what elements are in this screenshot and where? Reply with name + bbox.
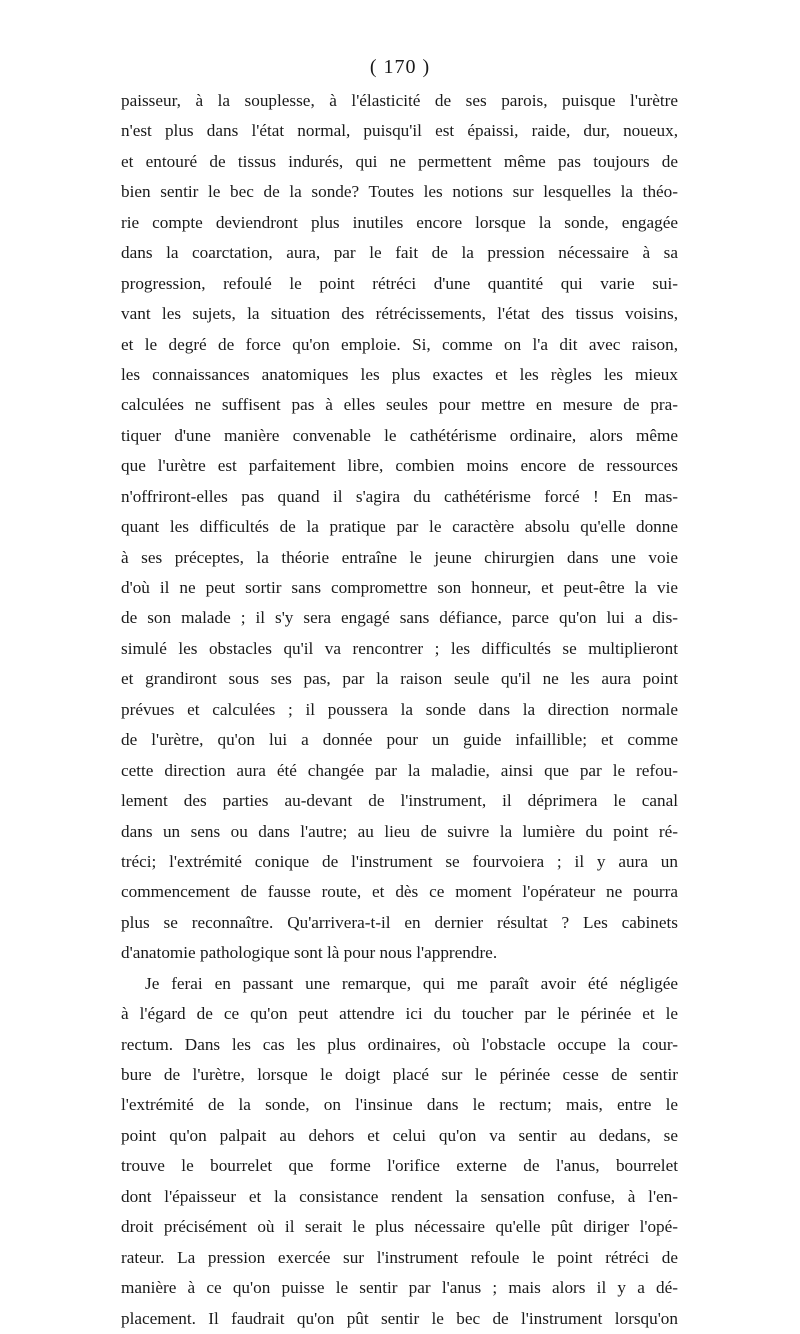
text-line: dont l'épaisseur et la consistance rendent la sensation confuse, à l'en- [121, 1186, 678, 1206]
text-line: Je ferai en passant une remarque, qui me paraît avoir été négligée [145, 973, 678, 993]
text-line: commencement de fausse route, et dès ce moment l'opérateur ne pourra [121, 882, 678, 902]
text-line: d'où il ne peut sortir sans compromettre son honneur, et peut-être la vie [121, 578, 678, 597]
text-line: n'est plus dans l'état normal, puisqu'il est épaissi, raide, dur, noueux, [121, 121, 678, 141]
text-line: bien sentir le bec de la sonde? Toutes les notions sur lesquelles la théo- [121, 182, 678, 202]
text-line: d'anatomie pathologique sont là pour nous l'apprendre. [121, 943, 498, 963]
text-line: paisseur, à la souplesse, à l'élasticité de ses parois, puisque l'urètre [121, 91, 678, 110]
paragraph-2 [121, 969, 678, 1334]
text-line: les connaissances anatomiques les plus exactes et les règles les mieux [121, 364, 678, 384]
text-line: simulé les obstacles qu'il va rencontrer ; les difficultés se multiplieront [121, 638, 678, 658]
text-line: plus se reconnaître. Qu'arrivera-t-il en dernier résultat ? Les cabinets [121, 912, 678, 932]
page-number: ( 170 ) [369, 56, 431, 78]
text-line: calculées ne suffisent pas à elles seules pour mettre en mesure de pra- [121, 395, 678, 415]
text-line: et entouré de tissus indurés, qui ne permettent même pas toujours de [121, 151, 678, 171]
text-line: et grandiront sous ses pas, par la raison seule qu'il ne les aura point [121, 669, 678, 689]
text-line: rectum. Dans les cas les plus ordinaires, où l'obstacle occupe la cour- [121, 1034, 678, 1054]
text-line: de son malade ; il s'y sera engagé sans défiance, parce qu'on lui a dis- [121, 608, 678, 628]
text-line: n'offriront-elles pas quand il s'agira du cathétérisme forcé ! En mas- [121, 486, 678, 506]
text-line: à ses préceptes, la théorie entraîne le jeune chirurgien dans une voie [121, 547, 678, 567]
text-line: cette direction aura été changée par la maladie, ainsi que par le refou- [121, 760, 678, 780]
text-line: manière à ce qu'on puisse le sentir par l'anus ; mais alors il y a dé- [121, 1278, 678, 1298]
text-line: que l'urètre est parfaitement libre, combien moins encore de ressources [121, 456, 678, 476]
paragraph-1 [121, 86, 678, 969]
text-line: dans la coarctation, aura, par le fait de la pression nécessaire à sa [121, 243, 678, 263]
text-line: vant les sujets, la situation des rétrécissements, l'état des tissus voisins, [121, 304, 678, 324]
text-line: l'extrémité de la sonde, on l'insinue dans le rectum; mais, entre le [121, 1095, 678, 1115]
body-text [121, 86, 678, 1334]
text-line: droit précisément où il serait le plus nécessaire qu'elle pût diriger l'opé- [121, 1217, 678, 1237]
text-line: dans un sens ou dans l'autre; au lieu de suivre la lumière du point ré- [121, 821, 678, 841]
text-line: placement. Il faudrait qu'on pût sentir le bec de l'instrument lorsqu'on [121, 1308, 678, 1328]
text-line: tréci; l'extrémité conique de l'instrument se fourvoiera ; il y aura un [121, 851, 678, 871]
text-line: point qu'on palpait au dehors et celui qu'on va sentir au dedans, se [121, 1125, 678, 1145]
text-line: et le degré de force qu'on emploie. Si, comme on l'a dit avec raison, [121, 334, 678, 354]
text-line: de l'urètre, qu'on lui a donnée pour un guide infaillible; et comme [121, 730, 678, 750]
text-line: prévues et calculées ; il poussera la sonde dans la direction normale [121, 699, 678, 719]
text-line: tiquer d'une manière convenable le cathétérisme ordinaire, alors même [121, 425, 678, 445]
text-line: rie compte deviendront plus inutiles encore lorsque la sonde, engagée [121, 212, 678, 232]
text-line: rateur. La pression exercée sur l'instrument refoule le point rétréci de [121, 1247, 678, 1267]
text-line: quant les difficultés de la pratique par le caractère absolu qu'elle donne [121, 517, 678, 537]
text-line: progression, refoulé le point rétréci d'une quantité qui varie sui- [121, 273, 678, 293]
text-line: bure de l'urètre, lorsque le doigt placé sur le périnée cesse de sentir [121, 1065, 678, 1084]
text-line: lement des parties au-devant de l'instrument, il déprimera le canal [121, 791, 678, 811]
text-line: à l'égard de ce qu'on peut attendre ici du toucher par le périnée et le [121, 1004, 678, 1024]
text-line: trouve le bourrelet que forme l'orifice externe de l'anus, bourrelet [121, 1156, 678, 1176]
